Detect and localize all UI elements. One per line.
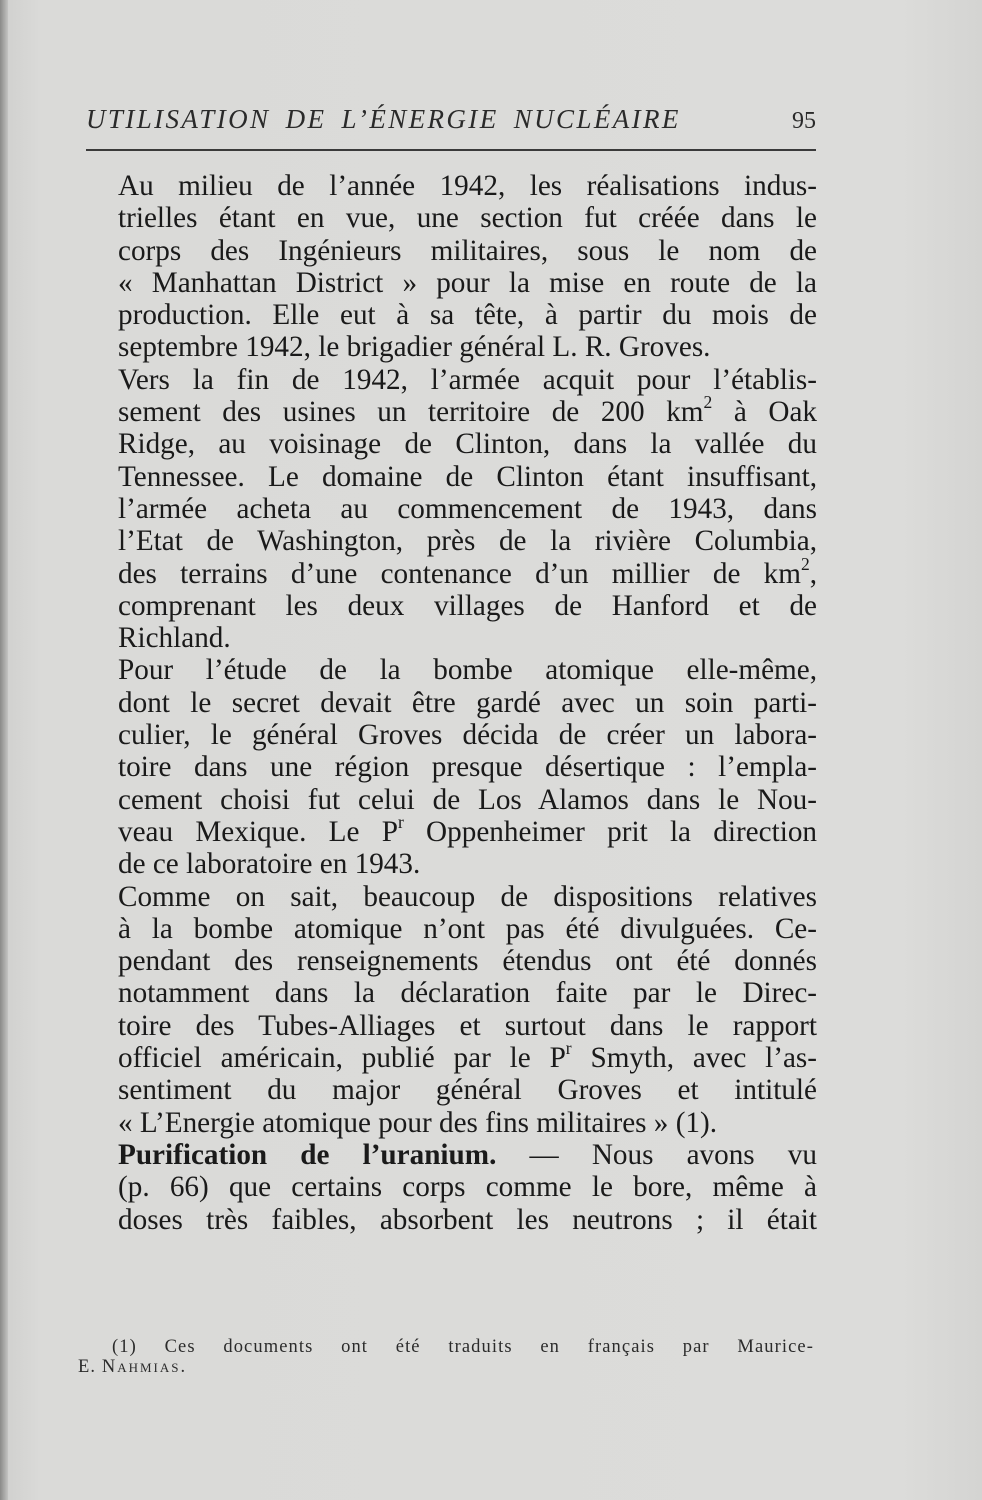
text-line: corps des Ingénieurs militaires, sous le nom de — [118, 234, 817, 267]
text-line: sement des usines un territoire de 200 $km^2$ à Oak — [118, 391, 817, 429]
text-line: comprenant les deux villages de Hanford et de — [118, 589, 817, 622]
text-line: pendant des renseignements étendus ont été donnés — [118, 945, 817, 978]
section-lead: Purification de l’uranium. — [118, 1138, 497, 1171]
text-line: « Manhattan District » pour la mise en route de la — [118, 266, 817, 299]
text-line: Comme on sait, beaucoup de dispositions relatives — [118, 880, 817, 913]
paragraph — [86, 364, 817, 655]
running-title: UTILISATION DE L’ÉNERGIE NUCLÉAIRE — [86, 104, 681, 134]
text-line: Ridge, au voisinage de Clinton, dans la vallée du — [118, 428, 817, 461]
body-text — [86, 170, 817, 1236]
text-line: veau Mexique. Le $P^r$ Oppenheimer prit la direction — [118, 811, 818, 848]
paragraph — [86, 1139, 817, 1236]
paragraph — [86, 170, 817, 364]
text-line: l’armée acheta au commencement de 1943, dans — [118, 492, 817, 525]
text-line: de ce laboratoire en 1943. — [118, 848, 421, 881]
footnote-line-1: (1) Ces documents ont été traduits en français par Maurice- — [112, 1337, 814, 1357]
text-line: des terrains d’une contenance d’un millier de $km^2$, — [118, 553, 817, 590]
text-line: à la bombe atomique n’ont pas été divulguées. Ce- — [118, 912, 817, 945]
text-line: « L’Energie atomique pour des fins militaires » (1). — [118, 1106, 718, 1139]
text-line: toire dans une région presque désertique : l’empla- — [118, 751, 817, 784]
text-fragment: — Nous avons vu — [496, 1138, 817, 1171]
text-line: culier, le général Groves décida de créer un labora- — [118, 719, 817, 752]
text-line: Vers la fin de 1942, l’armée acquit pour l’établis- — [118, 363, 817, 396]
paragraph — [86, 654, 817, 880]
text-line: cement choisi fut celui de Los Alamos dans le Nou- — [118, 783, 817, 816]
text-line: sentiment du major général Groves et intitulé — [118, 1074, 817, 1107]
text-line: (p. 66) que certains corps comme le bore, même à — [118, 1171, 817, 1204]
binding-edge — [0, 0, 8, 1500]
text-line: dont le secret devait être gardé avec un soin parti- — [118, 686, 817, 719]
text-line: toire des Tubes-Alliages et surtout dans le rapport — [118, 1009, 817, 1042]
running-head — [86, 104, 818, 144]
footnote-line-2-prefix: E. — [78, 1357, 102, 1377]
page-number: 95 — [792, 108, 816, 134]
header-rule — [86, 149, 816, 151]
text-line: officiel américain, publié par le $P^r$ Smyth, avec l’as- — [118, 1037, 818, 1075]
text-line: doses très faibles, absorbent les neutrons ; il était — [118, 1203, 817, 1236]
text-line: Au milieu de l’année 1942, les réalisations indus- — [118, 170, 817, 202]
text-line: notamment dans la déclaration faite par le Direc- — [118, 977, 817, 1010]
text-line: septembre 1942, le brigadier général L. R. Groves. — [118, 331, 711, 364]
text-line: production. Elle eut à sa tête, à partir du mois de — [118, 299, 817, 332]
text-line: Tennessee. Le domaine de Clinton étant insuffisant, — [118, 460, 817, 493]
text-line: l’Etat de Washington, près de la rivière Columbia, — [118, 525, 817, 558]
text-line — [86, 1139, 817, 1171]
footnote-line-2 — [78, 1357, 814, 1377]
text-line: Richland. — [118, 622, 231, 655]
footnote-author-name: Nahmias. — [101, 1357, 188, 1377]
footnote — [78, 1337, 814, 1377]
text-line: Pour l’étude de la bombe atomique elle-même, — [118, 654, 817, 687]
text-line: trielles étant en vue, une section fut créée dans le — [118, 202, 817, 235]
paragraph — [86, 881, 817, 1139]
